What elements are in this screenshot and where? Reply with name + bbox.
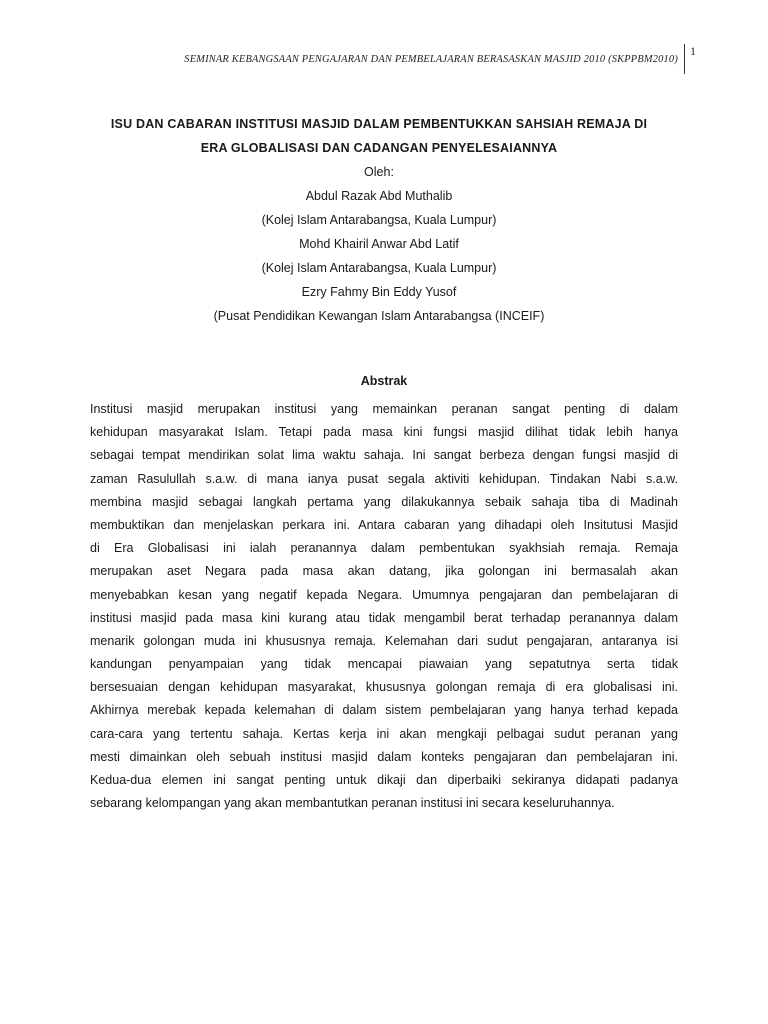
abstract-line: mesti dimainkan oleh sebuah institusi masjid dalam konteks pengajaran dan pembelajaran ini.	[90, 749, 678, 764]
abstract-line: sebarang kelompangan yang akan membantutkan peranan institusi ini secara keseluruhannya.	[90, 796, 615, 811]
abstract-line: Kedua-dua elemen ini sangat penting untuk dikaji dan diperbaiki sekiranya didapati padanya	[90, 773, 678, 787]
paper-title-line-1: ISU DAN CABARAN INSTITUSI MASJID DALAM PEMBENTUKKAN SAHSIAH REMAJA DI	[110, 117, 648, 131]
abstract-line: zaman Rasulullah s.a.w. di mana ianya pusat segala aktiviti kehidupan. Tindakan Nabi s.a.w.	[90, 471, 678, 486]
title-block	[80, 112, 678, 328]
abstract-line: kandungan penyampaian yang tidak mencapai piawaian yang sepatutnya serta tidak	[90, 657, 678, 672]
abstract-line: di Era Globalisasi ini ialah peranannya dalam pembentukan syakhsiah remaja. Remaja	[90, 541, 678, 556]
abstract-body	[90, 398, 678, 815]
abstract-line: menarik golongan muda ini khususnya remaja. Kelemahan dari sudut pengajaran, antaranya isi	[90, 633, 678, 648]
author-name: Mohd Khairil Anwar Abd Latif	[299, 237, 459, 251]
abstract-line: institusi masjid pada masa kini kurang atau tidak mengambil berat terhadap peranannya dalam	[90, 610, 678, 625]
abstract-heading: Abstrak	[360, 374, 408, 388]
author-affiliation: (Pusat Pendidikan Kewangan Islam Antarabangsa (INCEIF)	[213, 309, 545, 323]
abstract-line: kehidupan masyarakat Islam. Tetapi pada masa kini fungsi masjid dilihat tidak lebih hanya	[90, 425, 678, 440]
running-header: SEMINAR KEBANGSAAN PENGAJARAN DAN PEMBELAJARAN BERASASKAN MASJID 2010 (SKPPBM2010)	[184, 54, 678, 65]
abstract-line: Institusi masjid merupakan institusi yang memainkan peranan sangat penting di dalam	[90, 402, 678, 416]
author-name: Ezry Fahmy Bin Eddy Yusof	[301, 285, 457, 299]
abstract-line: menyebabkan kesan yang negatif kepada Negara. Umumnya pengajaran dan pembelajaran di	[90, 587, 678, 602]
abstract-line: bersesuaian dengan kehidupan masyarakat, khususnya golongan remaja di era globalisasi ini.	[90, 680, 678, 695]
author-affiliation: (Kolej Islam Antarabangsa, Kuala Lumpur)	[261, 261, 497, 275]
header-page-rule	[684, 44, 685, 74]
abstract-line: cara-cara yang tertentu sahaja. Kertas kerja ini akan mengkaji pelbagai sudut peranan yang	[90, 726, 678, 741]
author-name: Abdul Razak Abd Muthalib	[305, 189, 453, 203]
byline-intro: Oleh:	[364, 165, 394, 179]
paper-title-line-2: ERA GLOBALISASI DAN CADANGAN PENYELESAIANNYA	[200, 141, 558, 155]
abstract-line: sebagai tempat mendirikan solat lima waktu sahaja. Ini sangat berbeza dengan fungsi masjid di	[90, 448, 678, 463]
abstract-line: membina masjid sebagai langkah pertama yang dilakukannya sebaik sahaja tiba di Madinah	[90, 494, 678, 509]
abstract-line: membuktikan dan menjelaskan perkara ini. Antara cabaran yang dihadapi oleh Insitutusi Masjid	[90, 517, 678, 532]
author-affiliation: (Kolej Islam Antarabangsa, Kuala Lumpur)	[261, 213, 497, 227]
abstract-line: Akhirnya merebak kepada kelemahan di dalam sistem pembelajaran yang hanya terhad kepada	[90, 703, 678, 718]
page-number: 1	[690, 44, 696, 58]
abstract-line: merupakan aset Negara pada masa akan datang, jika golongan ini bermasalah akan	[90, 564, 678, 579]
